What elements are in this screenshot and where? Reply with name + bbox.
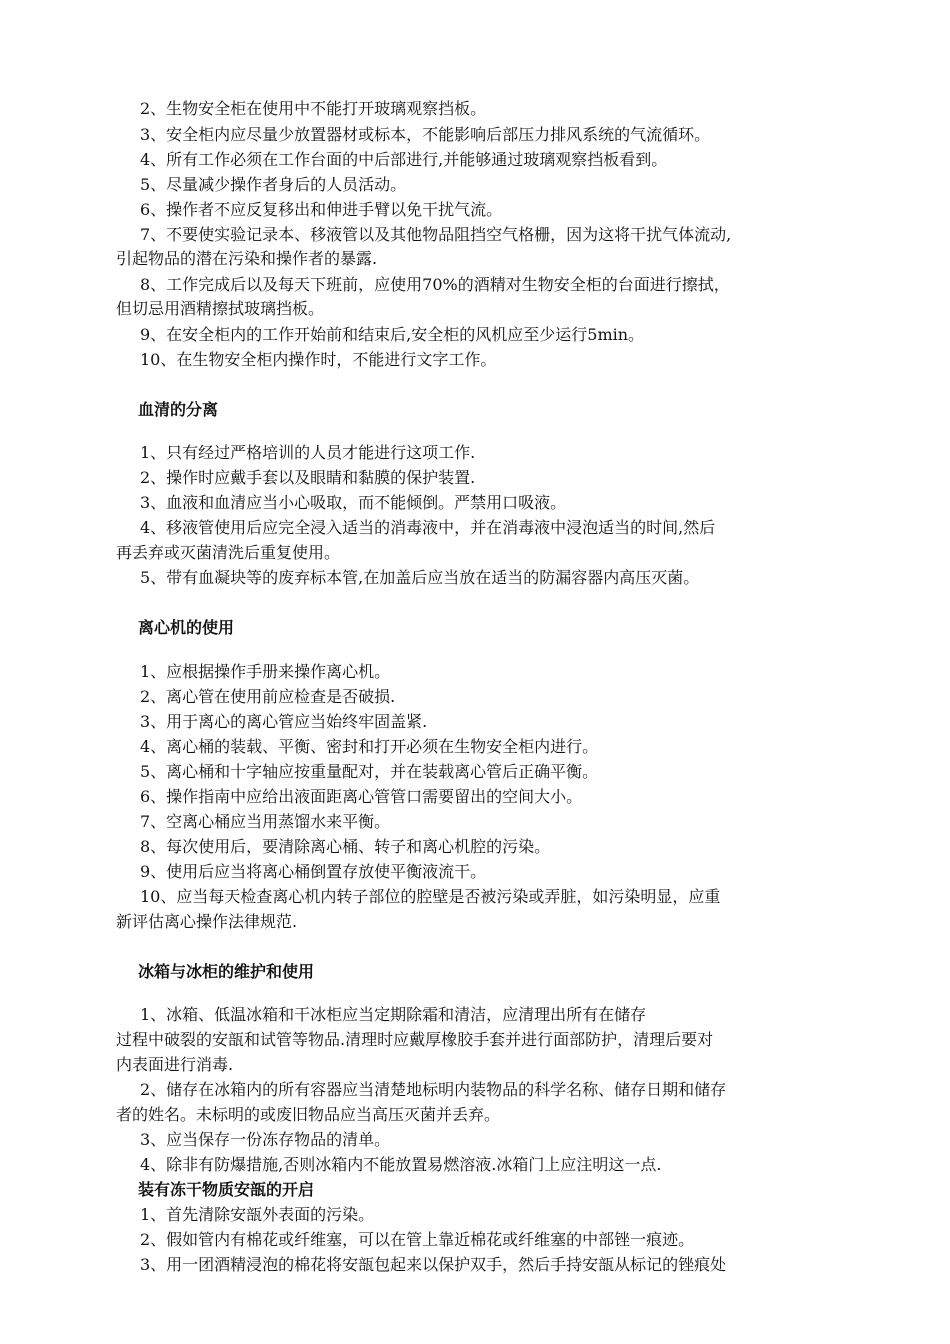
fridge-rule-4: 4、除非有防爆措施,否则冰箱内不能放置易燃溶液.冰箱门上应注明这一点. <box>140 1155 662 1174</box>
bsc-rule-7-line2: 引起物品的潜在污染和操作者的暴露. <box>116 249 378 268</box>
fridge-rule-1-line1: 1、冰箱、低温冰箱和干冰柜应当定期除霜和清洁，应清理出所有在储存 <box>140 1005 647 1024</box>
centrifuge-rule-3: 3、用于离心的离心管应当始终牢固盖紧. <box>140 712 428 731</box>
bsc-rule-7-line1: 7、不要使实验记录本、移液管以及其他物品阻挡空气格栅，因为这将干扰气体流动, <box>140 225 732 244</box>
ampoule-rule-3: 3、用一团酒精浸泡的棉花将安瓿包起来以保护双手，然后手持安瓿从标记的锉痕处 <box>140 1255 727 1274</box>
fridge-rule-2-line1: 2、储存在冰箱内的所有容器应当清楚地标明内装物品的科学名称、储存日期和储存 <box>140 1080 727 1099</box>
centrifuge-rule-5: 5、离心桶和十字轴应按重量配对，并在装载离心管后正确平衡。 <box>140 762 599 781</box>
bsc-rule-9: 9、在安全柜内的工作开始前和结束后,安全柜的风机应至少运行5min。 <box>140 325 645 344</box>
centrifuge-rule-2: 2、离心管在使用前应检查是否破损. <box>140 687 396 706</box>
section-heading-serum: 血清的分离 <box>138 400 219 419</box>
centrifuge-rule-7: 7、空离心桶应当用蒸馏水来平衡。 <box>140 812 391 831</box>
serum-rule-5: 5、带有血凝块等的废弃标本管,在加盖后应当放在适当的防漏容器内高压灭菌。 <box>140 568 700 587</box>
centrifuge-rule-10-line1: 10、应当每天检查离心机内转子部位的腔壁是否被污染或弄脏，如污染明显，应重 <box>140 887 721 906</box>
fridge-rule-1-line3: 内表面进行消毒. <box>116 1055 234 1074</box>
section-heading-fridge: 冰箱与冰柜的维护和使用 <box>138 962 315 981</box>
bsc-rule-2: 2、生物安全柜在使用中不能打开玻璃观察挡板。 <box>140 99 487 118</box>
serum-rule-3: 3、血液和血清应当小心吸取，而不能倾倒。严禁用口吸液。 <box>140 493 567 512</box>
section-heading-ampoule: 装有冻干物质安瓿的开启 <box>138 1180 315 1199</box>
fridge-rule-3: 3、应当保存一份冻存物品的清单。 <box>140 1130 391 1149</box>
centrifuge-rule-8: 8、每次使用后，要清除离心桶、转子和离心机腔的污染。 <box>140 837 551 856</box>
centrifuge-rule-1: 1、应根据操作手册来操作离心机。 <box>140 662 391 681</box>
fridge-rule-2-line2: 者的姓名。未标明的或废旧物品应当高压灭菌并丢弃。 <box>116 1105 501 1124</box>
bsc-rule-4: 4、所有工作必须在工作台面的中后部进行,并能够通过玻璃观察挡板看到。 <box>140 150 668 169</box>
bsc-rule-3: 3、安全柜内应尽量少放置器材或标本，不能影响后部压力排风系统的气流循环。 <box>140 125 711 144</box>
bsc-rule-6: 6、操作者不应反复移出和伸进手臂以免干扰气流。 <box>140 200 503 219</box>
bsc-rule-10: 10、在生物安全柜内操作时，不能进行文字工作。 <box>140 350 497 369</box>
serum-rule-2: 2、操作时应戴手套以及眼睛和黏膜的保护装置. <box>140 468 476 487</box>
section-heading-centrifuge: 离心机的使用 <box>138 618 235 637</box>
bsc-rule-5: 5、尽量减少操作者身后的人员活动。 <box>140 175 407 194</box>
bsc-rule-8-line1: 8、工作完成后以及每天下班前，应使用70%的酒精对生物安全柜的台面进行擦拭， <box>140 275 730 294</box>
bsc-rule-8-line2: 但切忌用酒精擦拭玻璃挡板。 <box>116 299 325 318</box>
centrifuge-rule-4: 4、离心桶的装载、平衡、密封和打开必须在生物安全柜内进行。 <box>140 737 599 756</box>
centrifuge-rule-9: 9、使用后应当将离心桶倒置存放使平衡液流干。 <box>140 862 487 881</box>
serum-rule-4-line1: 4、移液管使用后应完全浸入适当的消毒液中，并在消毒液中浸泡适当的时间,然后 <box>140 518 716 537</box>
serum-rule-4-line2: 再丢弃或灭菌清洗后重复使用。 <box>116 543 341 562</box>
ampoule-rule-2: 2、假如管内有棉花或纤维塞，可以在管上靠近棉花或纤维塞的中部锉一痕迹。 <box>140 1230 695 1249</box>
serum-rule-1: 1、只有经过严格培训的人员才能进行这项工作. <box>140 443 476 462</box>
centrifuge-rule-10-line2: 新评估离心操作法律规范. <box>116 912 298 931</box>
ampoule-rule-1: 1、首先清除安瓿外表面的污染。 <box>140 1205 375 1224</box>
centrifuge-rule-6: 6、操作指南中应给出液面距离心管管口需要留出的空间大小。 <box>140 787 583 806</box>
fridge-rule-1-line2: 过程中破裂的安瓿和试管等物品.清理时应戴厚橡胶手套并进行面部防护，清理后要对 <box>116 1030 714 1049</box>
